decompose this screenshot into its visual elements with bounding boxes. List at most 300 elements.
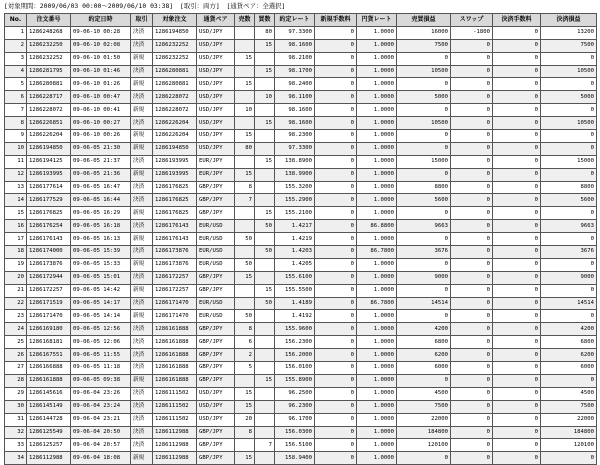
cell-swap: 0 xyxy=(451,52,493,65)
col-header-rate: 約定レート xyxy=(275,14,315,27)
col-header-sell-qty: 売数 xyxy=(235,14,255,27)
cell-yen-rate: 1.0000 xyxy=(357,181,397,194)
cell-trade-type: 新規 xyxy=(131,130,153,143)
cell-trade-pl: 15000 xyxy=(397,155,451,168)
cell-target-order: 1286111502 xyxy=(153,400,197,413)
cell-yen-rate: 1.0000 xyxy=(357,91,397,104)
cell-settle-fee: 0 xyxy=(493,142,541,155)
cell-trade-type: 決済 xyxy=(131,323,153,336)
cell-currency-pair: USD/JPY xyxy=(197,413,235,426)
cell-settle-pl: 0 xyxy=(541,233,597,246)
cell-trade-pl: 6200 xyxy=(397,349,451,362)
cell-target-order: 1286173876 xyxy=(153,246,197,259)
cell-rate: 1.4217 xyxy=(275,220,315,233)
cell-target-order: 1286176143 xyxy=(153,233,197,246)
cell-sell-qty xyxy=(235,374,255,387)
cell-buy-qty: 50 xyxy=(255,297,275,310)
cell-rate: 1.4189 xyxy=(275,297,315,310)
cell-sell-qty: 15 xyxy=(235,130,255,143)
table-row xyxy=(5,400,597,413)
cell-yen-rate: 1.0000 xyxy=(357,233,397,246)
cell-swap: 0 xyxy=(451,233,493,246)
cell-target-order: 1286161888 xyxy=(153,362,197,375)
cell-buy-qty xyxy=(255,78,275,91)
cell-settle-fee: 0 xyxy=(493,65,541,78)
cell-trade-pl: 6000 xyxy=(397,362,451,375)
cell-target-order: 1286161888 xyxy=(153,349,197,362)
cell-new-fee: 0 xyxy=(315,26,357,39)
cell-sell-qty: 50 xyxy=(235,233,255,246)
cell-buy-qty xyxy=(255,336,275,349)
cell-trade-type: 決済 xyxy=(131,26,153,39)
cell-settle-pl: 3676 xyxy=(541,246,597,259)
table-row xyxy=(5,271,597,284)
cell-buy-qty xyxy=(255,310,275,323)
cell-rate: 97.3300 xyxy=(275,26,315,39)
cell-executed-at: 09-06-05 11:18 xyxy=(71,362,131,375)
col-header-currency-pair: 通貨ペア xyxy=(197,14,235,27)
cell-sell-qty: 15 xyxy=(235,387,255,400)
cell-currency-pair: GBP/JPY xyxy=(197,181,235,194)
cell-settle-fee: 0 xyxy=(493,439,541,452)
cell-settle-pl: 0 xyxy=(541,168,597,181)
cell-rate: 155.2100 xyxy=(275,207,315,220)
cell-executed-at: 09-06-10 00:28 xyxy=(71,26,131,39)
cell-settle-pl: 5000 xyxy=(541,91,597,104)
cell-order-number: 1286193995 xyxy=(27,168,71,181)
cell-buy-qty: 15 xyxy=(255,39,275,52)
cell-target-order: 1286173876 xyxy=(153,258,197,271)
cell-swap: 0 xyxy=(451,65,493,78)
cell-executed-at: 09-06-10 00:47 xyxy=(71,91,131,104)
cell-swap: 0 xyxy=(451,39,493,52)
cell-new-fee: 0 xyxy=(315,336,357,349)
cell-settle-pl: 0 xyxy=(541,452,597,465)
cell-trade-type: 新規 xyxy=(131,233,153,246)
cell-swap: 0 xyxy=(451,246,493,259)
cell-swap: 0 xyxy=(451,142,493,155)
cell-settle-pl: 10500 xyxy=(541,117,597,130)
cell-new-fee: 0 xyxy=(315,349,357,362)
cell-new-fee: 0 xyxy=(315,91,357,104)
cell-rate: 155.2900 xyxy=(275,194,315,207)
cell-executed-at: 09-06-05 21:30 xyxy=(71,142,131,155)
cell-settle-fee: 0 xyxy=(493,297,541,310)
cell-swap: 0 xyxy=(451,400,493,413)
cell-target-order: 1286176143 xyxy=(153,220,197,233)
cell-target-order: 1286193995 xyxy=(153,155,197,168)
cell-trade-pl: 0 xyxy=(397,130,451,143)
cell-currency-pair: GBP/JPY xyxy=(197,207,235,220)
cell-target-order: 1286280881 xyxy=(153,78,197,91)
cell-settle-fee: 0 xyxy=(493,194,541,207)
table-row xyxy=(5,155,597,168)
cell-order-number: 1286125549 xyxy=(27,426,71,439)
col-header-executed-at: 約定日時 xyxy=(71,14,131,27)
cell-sell-qty: 50 xyxy=(235,258,255,271)
cell-trade-pl: 10500 xyxy=(397,65,451,78)
cell-target-order: 1286228072 xyxy=(153,91,197,104)
cell-rate: 155.6100 xyxy=(275,271,315,284)
cell-target-order: 1286111502 xyxy=(153,387,197,400)
cell-sell-qty xyxy=(235,155,255,168)
cell-yen-rate: 86.7800 xyxy=(357,297,397,310)
cell-new-fee: 0 xyxy=(315,362,357,375)
cell-settle-fee: 0 xyxy=(493,26,541,39)
cell-trade-type: 決済 xyxy=(131,362,153,375)
cell-currency-pair: GBP/JPY xyxy=(197,439,235,452)
cell-trade-pl: 16000 xyxy=(397,26,451,39)
period-label: [対象期間：2009/06/03 00:00～2009/06/10 03:38] xyxy=(4,2,174,10)
cell-trade-type: 新規 xyxy=(131,52,153,65)
cell-no: 18 xyxy=(5,246,27,259)
cell-trade-pl: 0 xyxy=(397,452,451,465)
cell-swap: 0 xyxy=(451,439,493,452)
cell-target-order: 1286226204 xyxy=(153,117,197,130)
cell-settle-fee: 0 xyxy=(493,91,541,104)
cell-settle-fee: 0 xyxy=(493,220,541,233)
cell-swap: 0 xyxy=(451,323,493,336)
table-row xyxy=(5,362,597,375)
cell-currency-pair: GBP/JPY xyxy=(197,362,235,375)
cell-trade-type: 新規 xyxy=(131,104,153,117)
cell-order-number: 1286232252 xyxy=(27,52,71,65)
cell-swap: 0 xyxy=(451,258,493,271)
cell-trade-pl: 7500 xyxy=(397,39,451,52)
cell-swap: 0 xyxy=(451,104,493,117)
cell-yen-rate: 1.0000 xyxy=(357,130,397,143)
cell-target-order: 1286111502 xyxy=(153,413,197,426)
cell-rate: 155.9600 xyxy=(275,323,315,336)
cell-trade-type: 決済 xyxy=(131,349,153,362)
table-row xyxy=(5,413,597,426)
cell-order-number: 1286280881 xyxy=(27,78,71,91)
cell-trade-type: 決済 xyxy=(131,439,153,452)
cell-sell-qty xyxy=(235,207,255,220)
table-row xyxy=(5,233,597,246)
cell-buy-qty xyxy=(255,233,275,246)
table-row xyxy=(5,387,597,400)
cell-executed-at: 09-06-05 15:01 xyxy=(71,271,131,284)
cell-trade-pl: 0 xyxy=(397,78,451,91)
col-header-trade-pl: 売買損益 xyxy=(397,14,451,27)
cell-no: 24 xyxy=(5,323,27,336)
cell-executed-at: 09-06-05 14:14 xyxy=(71,310,131,323)
table-row xyxy=(5,65,597,78)
cell-rate: 158.9400 xyxy=(275,452,315,465)
cell-trade-pl: 5600 xyxy=(397,194,451,207)
cell-swap: 0 xyxy=(451,91,493,104)
cell-settle-fee: 0 xyxy=(493,271,541,284)
cell-order-number: 1286226851 xyxy=(27,117,71,130)
cell-sell-qty: 7 xyxy=(235,194,255,207)
cell-settle-pl: 0 xyxy=(541,78,597,91)
cell-trade-type: 新規 xyxy=(131,452,153,465)
cell-buy-qty: 15 xyxy=(255,374,275,387)
cell-new-fee: 0 xyxy=(315,258,357,271)
cell-order-number: 1286176143 xyxy=(27,233,71,246)
cell-target-order: 1286112988 xyxy=(153,452,197,465)
cell-target-order: 1286161888 xyxy=(153,374,197,387)
cell-trade-pl: 120100 xyxy=(397,439,451,452)
cell-yen-rate: 1.0000 xyxy=(357,258,397,271)
table-row xyxy=(5,142,597,155)
cell-buy-qty xyxy=(255,168,275,181)
cell-sell-qty: 80 xyxy=(235,142,255,155)
col-header-settle-pl: 決済損益 xyxy=(541,14,597,27)
cell-currency-pair: GBP/JPY xyxy=(197,271,235,284)
cell-buy-qty: 15 xyxy=(255,117,275,130)
cell-order-number: 1286194850 xyxy=(27,142,71,155)
cell-trade-pl: 8800 xyxy=(397,181,451,194)
cell-buy-qty: 15 xyxy=(255,207,275,220)
cell-order-number: 1286169180 xyxy=(27,323,71,336)
cell-currency-pair: EUR/JPY xyxy=(197,168,235,181)
cell-sell-qty xyxy=(235,246,255,259)
cell-new-fee: 0 xyxy=(315,194,357,207)
trade-history-table xyxy=(4,13,597,465)
cell-executed-at: 09-06-05 11:55 xyxy=(71,349,131,362)
cell-trade-type: 決済 xyxy=(131,181,153,194)
cell-yen-rate: 1.0000 xyxy=(357,400,397,413)
cell-trade-type: 決済 xyxy=(131,271,153,284)
cell-rate: 155.5500 xyxy=(275,284,315,297)
cell-trade-pl: 3676 xyxy=(397,246,451,259)
cell-trade-type: 決済 xyxy=(131,91,153,104)
cell-no: 4 xyxy=(5,65,27,78)
cell-settle-fee: 0 xyxy=(493,284,541,297)
cell-yen-rate: 1.0000 xyxy=(357,39,397,52)
cell-rate: 1.4205 xyxy=(275,258,315,271)
cell-yen-rate: 1.0000 xyxy=(357,336,397,349)
cell-target-order: 1286226204 xyxy=(153,130,197,143)
cell-sell-qty xyxy=(235,39,255,52)
cell-order-number: 1286168181 xyxy=(27,336,71,349)
cell-no: 2 xyxy=(5,39,27,52)
cell-swap: 0 xyxy=(451,374,493,387)
cell-settle-pl: 13200 xyxy=(541,26,597,39)
cell-settle-pl: 0 xyxy=(541,258,597,271)
cell-settle-pl: 9663 xyxy=(541,220,597,233)
table-row xyxy=(5,207,597,220)
cell-sell-qty: 2 xyxy=(235,349,255,362)
cell-settle-fee: 0 xyxy=(493,413,541,426)
cell-settle-fee: 0 xyxy=(493,233,541,246)
cell-buy-qty xyxy=(255,323,275,336)
cell-no: 27 xyxy=(5,362,27,375)
cell-trade-type: 新規 xyxy=(131,168,153,181)
cell-settle-fee: 0 xyxy=(493,104,541,117)
cell-no: 9 xyxy=(5,130,27,143)
cell-order-number: 1286194125 xyxy=(27,155,71,168)
cell-settle-pl: 0 xyxy=(541,52,597,65)
cell-rate: 98.2100 xyxy=(275,52,315,65)
cell-trade-type: 新規 xyxy=(131,142,153,155)
cell-currency-pair: GBP/JPY xyxy=(197,194,235,207)
cell-new-fee: 0 xyxy=(315,65,357,78)
cell-order-number: 1286248268 xyxy=(27,26,71,39)
cell-target-order: 1286176825 xyxy=(153,194,197,207)
cell-swap: 0 xyxy=(451,284,493,297)
cell-target-order: 1286161888 xyxy=(153,323,197,336)
cell-new-fee: 0 xyxy=(315,168,357,181)
cell-settle-fee: 0 xyxy=(493,374,541,387)
cell-currency-pair: USD/JPY xyxy=(197,65,235,78)
table-row xyxy=(5,78,597,91)
cell-executed-at: 09-06-05 16:18 xyxy=(71,220,131,233)
table-row xyxy=(5,117,597,130)
cell-target-order: 1286112988 xyxy=(153,426,197,439)
cell-sell-qty: 15 xyxy=(235,78,255,91)
cell-executed-at: 09-06-05 15:33 xyxy=(71,258,131,271)
table-row xyxy=(5,52,597,65)
cell-buy-qty xyxy=(255,349,275,362)
cell-sell-qty xyxy=(235,439,255,452)
cell-trade-pl: 0 xyxy=(397,374,451,387)
cell-swap: 0 xyxy=(451,349,493,362)
cell-buy-qty xyxy=(255,52,275,65)
cell-order-number: 1286145149 xyxy=(27,400,71,413)
cell-yen-rate: 1.0000 xyxy=(357,452,397,465)
cell-trade-pl: 9663 xyxy=(397,220,451,233)
cell-no: 33 xyxy=(5,439,27,452)
cell-target-order: 1286172257 xyxy=(153,284,197,297)
cell-swap: 0 xyxy=(451,117,493,130)
cell-sell-qty: 8 xyxy=(235,323,255,336)
cell-settle-fee: 0 xyxy=(493,336,541,349)
cell-rate: 96.2300 xyxy=(275,400,315,413)
cell-rate: 155.8900 xyxy=(275,374,315,387)
cell-trade-pl: 0 xyxy=(397,207,451,220)
cell-buy-qty: 80 xyxy=(255,26,275,39)
cell-new-fee: 0 xyxy=(315,52,357,65)
cell-swap: 0 xyxy=(451,310,493,323)
cell-currency-pair: USD/JPY xyxy=(197,400,235,413)
cell-trade-type: 決済 xyxy=(131,220,153,233)
cell-yen-rate: 86.7800 xyxy=(357,246,397,259)
cell-no: 12 xyxy=(5,168,27,181)
cell-rate: 97.3300 xyxy=(275,142,315,155)
cell-no: 28 xyxy=(5,374,27,387)
cell-new-fee: 0 xyxy=(315,104,357,117)
cell-currency-pair: EUR/USD xyxy=(197,310,235,323)
cell-executed-at: 09-06-10 01:26 xyxy=(71,78,131,91)
cell-executed-at: 09-06-05 12:56 xyxy=(71,323,131,336)
cell-order-number: 1286176254 xyxy=(27,220,71,233)
cell-sell-qty: 15 xyxy=(235,452,255,465)
cell-yen-rate: 1.0000 xyxy=(357,78,397,91)
cell-rate: 98.2300 xyxy=(275,130,315,143)
cell-trade-type: 新規 xyxy=(131,310,153,323)
cell-trade-type: 決済 xyxy=(131,194,153,207)
cell-trade-type: 決済 xyxy=(131,39,153,52)
cell-executed-at: 09-06-10 01:50 xyxy=(71,52,131,65)
cell-rate: 98.1700 xyxy=(275,65,315,78)
cell-yen-rate: 1.0000 xyxy=(357,142,397,155)
cell-target-order: 1286193995 xyxy=(153,168,197,181)
cell-buy-qty xyxy=(255,413,275,426)
cell-target-order: 1286232252 xyxy=(153,52,197,65)
cell-settle-pl: 0 xyxy=(541,142,597,155)
col-header-target-order: 対象注文 xyxy=(153,14,197,27)
cell-order-number: 1286112988 xyxy=(27,452,71,465)
cell-trade-type: 新規 xyxy=(131,258,153,271)
cell-yen-rate: 1.0000 xyxy=(357,362,397,375)
cell-trade-pl: 0 xyxy=(397,233,451,246)
cell-yen-rate: 1.0000 xyxy=(357,349,397,362)
cell-no: 34 xyxy=(5,452,27,465)
cell-executed-at: 09-06-05 12:06 xyxy=(71,336,131,349)
cell-executed-at: 09-06-04 23:26 xyxy=(71,387,131,400)
cell-target-order: 1286171470 xyxy=(153,297,197,310)
cell-trade-pl: 14514 xyxy=(397,297,451,310)
cell-trade-type: 決済 xyxy=(131,297,153,310)
col-header-settle-fee: 決済手数料 xyxy=(493,14,541,27)
cell-settle-pl: 6200 xyxy=(541,349,597,362)
cell-no: 14 xyxy=(5,194,27,207)
cell-executed-at: 09-06-05 21:36 xyxy=(71,168,131,181)
cell-trade-pl: 4200 xyxy=(397,323,451,336)
cell-new-fee: 0 xyxy=(315,155,357,168)
cell-rate: 156.2300 xyxy=(275,336,315,349)
cell-yen-rate: 1.0000 xyxy=(357,104,397,117)
cell-currency-pair: USD/JPY xyxy=(197,26,235,39)
cell-new-fee: 0 xyxy=(315,400,357,413)
cell-settle-pl: 15000 xyxy=(541,155,597,168)
col-header-no: No. xyxy=(5,14,27,27)
cell-sell-qty: 6 xyxy=(235,336,255,349)
cell-sell-qty: 15 xyxy=(235,52,255,65)
cell-swap: 0 xyxy=(451,220,493,233)
cell-buy-qty xyxy=(255,400,275,413)
cell-no: 3 xyxy=(5,52,27,65)
cell-settle-fee: 0 xyxy=(493,387,541,400)
cell-executed-at: 09-06-05 16:44 xyxy=(71,194,131,207)
cell-yen-rate: 1.0000 xyxy=(357,155,397,168)
cell-trade-pl: 6800 xyxy=(397,336,451,349)
cell-no: 8 xyxy=(5,117,27,130)
cell-settle-fee: 0 xyxy=(493,117,541,130)
cell-swap: 0 xyxy=(451,181,493,194)
cell-executed-at: 09-06-05 16:13 xyxy=(71,233,131,246)
cell-order-number: 1286166888 xyxy=(27,362,71,375)
cell-yen-rate: 1.0000 xyxy=(357,439,397,452)
table-row xyxy=(5,130,597,143)
cell-target-order: 1286176825 xyxy=(153,207,197,220)
cell-executed-at: 09-06-05 21:37 xyxy=(71,155,131,168)
cell-trade-type: 決済 xyxy=(131,246,153,259)
cell-target-order: 1286161888 xyxy=(153,336,197,349)
cell-swap: 0 xyxy=(451,413,493,426)
cell-trade-pl: 0 xyxy=(397,284,451,297)
cell-executed-at: 09-06-04 18:08 xyxy=(71,452,131,465)
cell-swap: 0 xyxy=(451,168,493,181)
cell-settle-pl: 0 xyxy=(541,104,597,117)
cell-new-fee: 0 xyxy=(315,78,357,91)
table-row xyxy=(5,374,597,387)
cell-no: 23 xyxy=(5,310,27,323)
cell-executed-at: 09-06-04 20:50 xyxy=(71,426,131,439)
cell-sell-qty xyxy=(235,65,255,78)
cell-currency-pair: EUR/USD xyxy=(197,246,235,259)
table-row xyxy=(5,297,597,310)
cell-settle-fee: 0 xyxy=(493,400,541,413)
cell-currency-pair: USD/JPY xyxy=(197,78,235,91)
cell-currency-pair: USD/JPY xyxy=(197,39,235,52)
cell-settle-fee: 0 xyxy=(493,130,541,143)
cell-no: 25 xyxy=(5,336,27,349)
cell-new-fee: 0 xyxy=(315,220,357,233)
